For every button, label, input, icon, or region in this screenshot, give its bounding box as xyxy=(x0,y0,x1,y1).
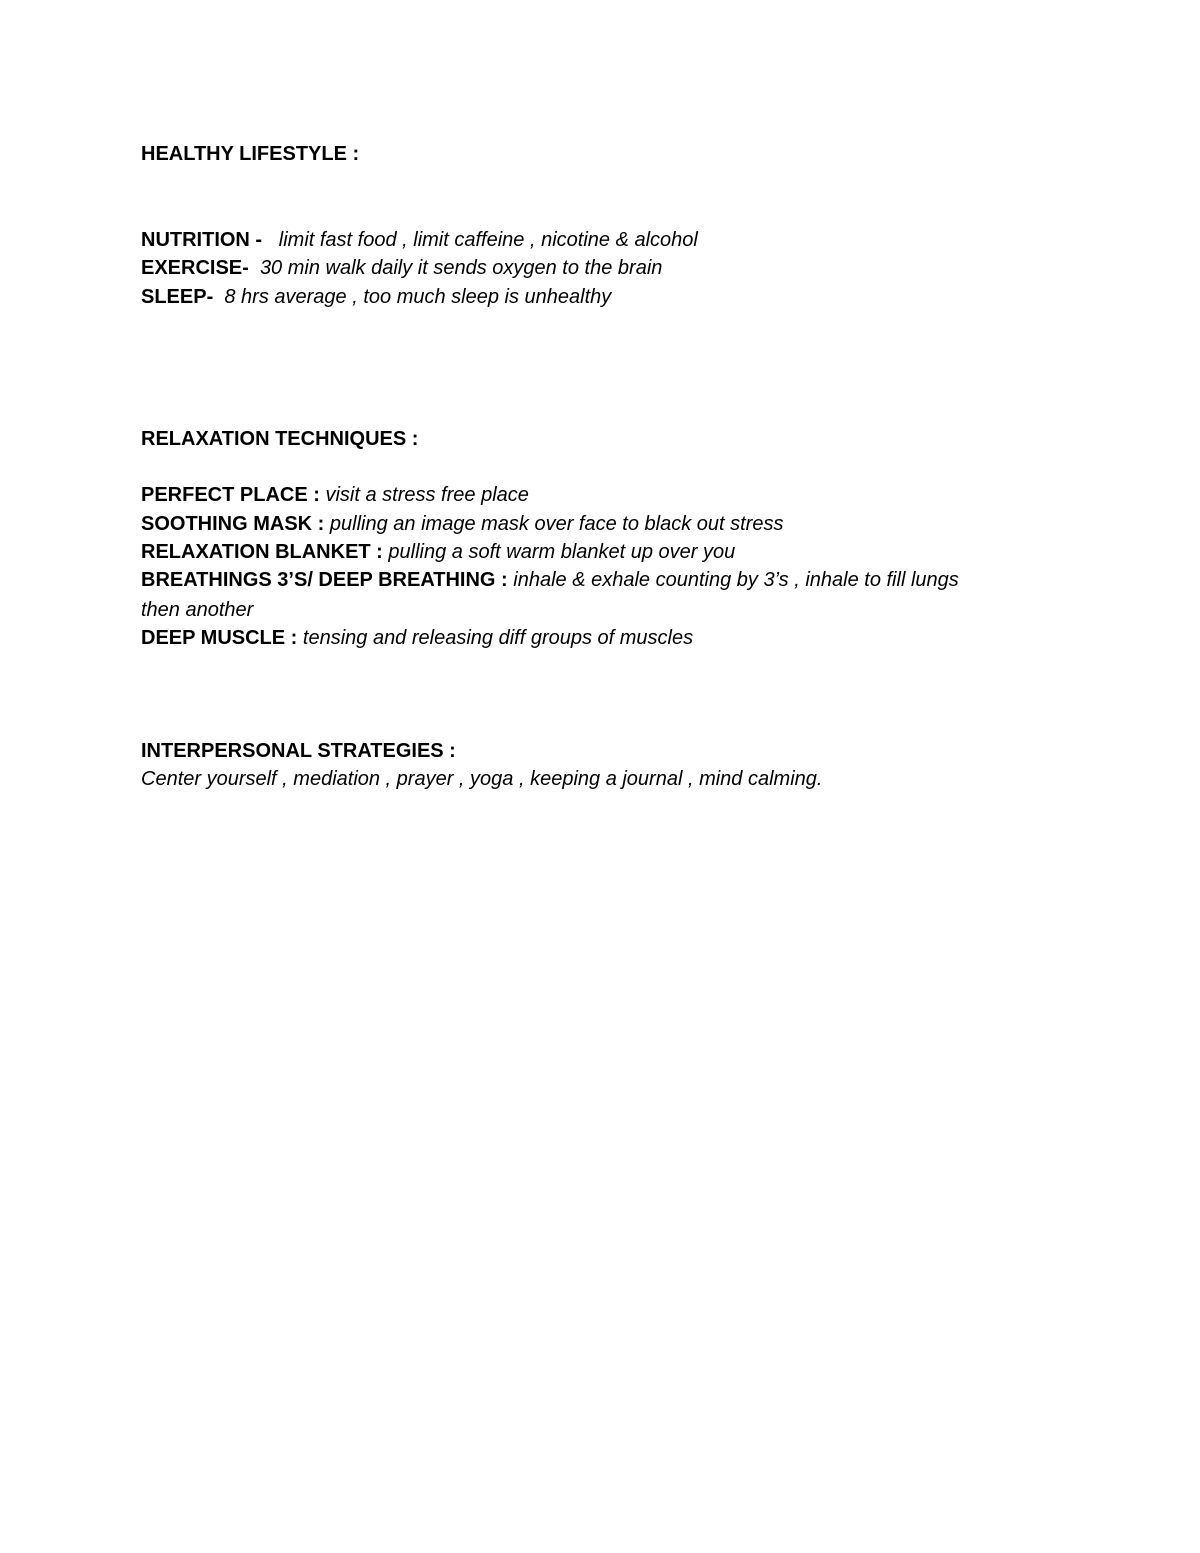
relaxation-techniques-heading: RELAXATION TECHNIQUES : xyxy=(141,428,419,450)
nutrition-line xyxy=(141,228,698,252)
deep-muscle-label: DEEP MUSCLE : xyxy=(141,627,298,649)
soothing-mask-value: pulling an image mask over face to black out stress xyxy=(329,513,784,535)
deep-breathing-continuation: then another xyxy=(141,599,254,621)
exercise-value: 30 min walk daily it sends oxygen to the brain xyxy=(259,257,663,279)
deep-breathing-label: BREATHINGS 3’S/ DEEP BREATHING : xyxy=(141,569,508,591)
nutrition-label: NUTRITION - xyxy=(141,229,263,251)
perfect-place-label: PERFECT PLACE : xyxy=(141,484,320,506)
perfect-place-value: visit a stress free place xyxy=(325,484,529,506)
relaxation-blanket-label: RELAXATION BLANKET : xyxy=(141,541,383,563)
soothing-mask-line xyxy=(141,512,783,536)
sleep-line xyxy=(141,285,611,309)
relaxation-blanket-value: pulling a soft warm blanket up over you xyxy=(388,541,736,563)
deep-breathing-line xyxy=(141,568,959,592)
nutrition-value: limit fast food , limit caffeine , nicotine & alcohol xyxy=(278,229,698,251)
interpersonal-strategies-text: Center yourself , mediation , prayer , yoga , keeping a journal , mind calming. xyxy=(141,768,823,790)
perfect-place-line xyxy=(141,483,529,507)
healthy-lifestyle-heading: HEALTHY LIFESTYLE : xyxy=(141,143,360,165)
sleep-label: SLEEP- xyxy=(141,286,214,308)
exercise-line xyxy=(141,256,662,280)
exercise-label: EXERCISE- xyxy=(141,257,249,279)
relaxation-blanket-line xyxy=(141,540,735,564)
interpersonal-strategies-heading: INTERPERSONAL STRATEGIES : xyxy=(141,740,456,762)
deep-muscle-value: tensing and releasing diff groups of muscles xyxy=(302,627,694,649)
sleep-value: 8 hrs average , too much sleep is unhealthy xyxy=(224,286,612,308)
deep-breathing-value: inhale & exhale counting by 3’s , inhale to fill lungs xyxy=(513,569,959,591)
deep-muscle-line xyxy=(141,626,693,650)
soothing-mask-label: SOOTHING MASK : xyxy=(141,513,325,535)
